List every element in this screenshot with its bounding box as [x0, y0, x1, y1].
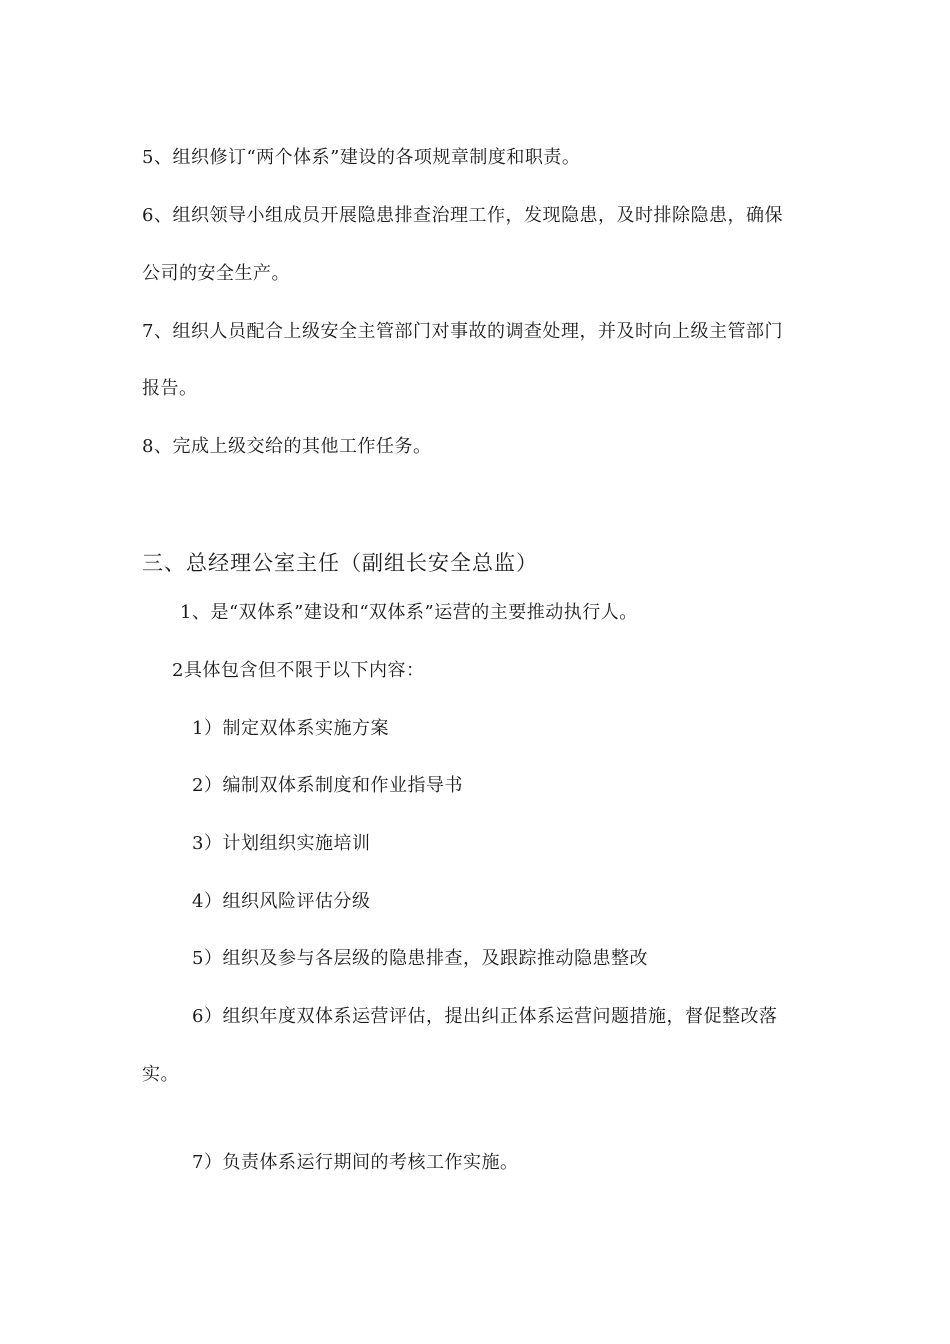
- sub-item-4: 4）组织风险评估分级: [192, 891, 371, 912]
- sub-item-5: 5）组织及参与各层级的隐患排查，及跟踪推动隐患整改: [192, 948, 648, 969]
- sub-item-6-line-2: 实。: [142, 1064, 179, 1085]
- item-8: 8、完成上级交给的其他工作任务。: [142, 436, 432, 457]
- sub-item-7: 7）负责体系运行期间的考核工作实施。: [192, 1152, 519, 1173]
- item-5: 5、组织修订“两个体系”建设的各项规章制度和职责。: [142, 147, 581, 168]
- sub-item-3: 3）计划组织实施培训: [192, 833, 371, 854]
- item-7-line-1: 7、组织人员配合上级安全主管部门对事故的调查处理，并及时向上级主管部门: [142, 321, 783, 342]
- sub-item-6-line-1: 6）组织年度双体系运营评估，提出纠正体系运营问题措施，督促整改落: [192, 1006, 778, 1027]
- sub-item-2: 2）编制双体系制度和作业指导书: [192, 775, 463, 796]
- item-6-line-1: 6、组织领导小组成员开展隐患排查治理工作，发现隐患，及时排除隐患，确保: [142, 205, 783, 226]
- sub-item-1: 1）制定双体系实施方案: [192, 718, 389, 739]
- item-7-line-2: 报告。: [142, 378, 198, 399]
- item-6-line-2: 公司的安全生产。: [142, 263, 290, 284]
- section-3-heading: 三、总经理公室主任（副组长安全总监）: [142, 551, 538, 575]
- section-3-point-2: 2具体包含但不限于以下内容：: [172, 660, 425, 681]
- section-3-point-1: 1、是“双体系”建设和“双体系”运营的主要推动执行人。: [180, 602, 638, 623]
